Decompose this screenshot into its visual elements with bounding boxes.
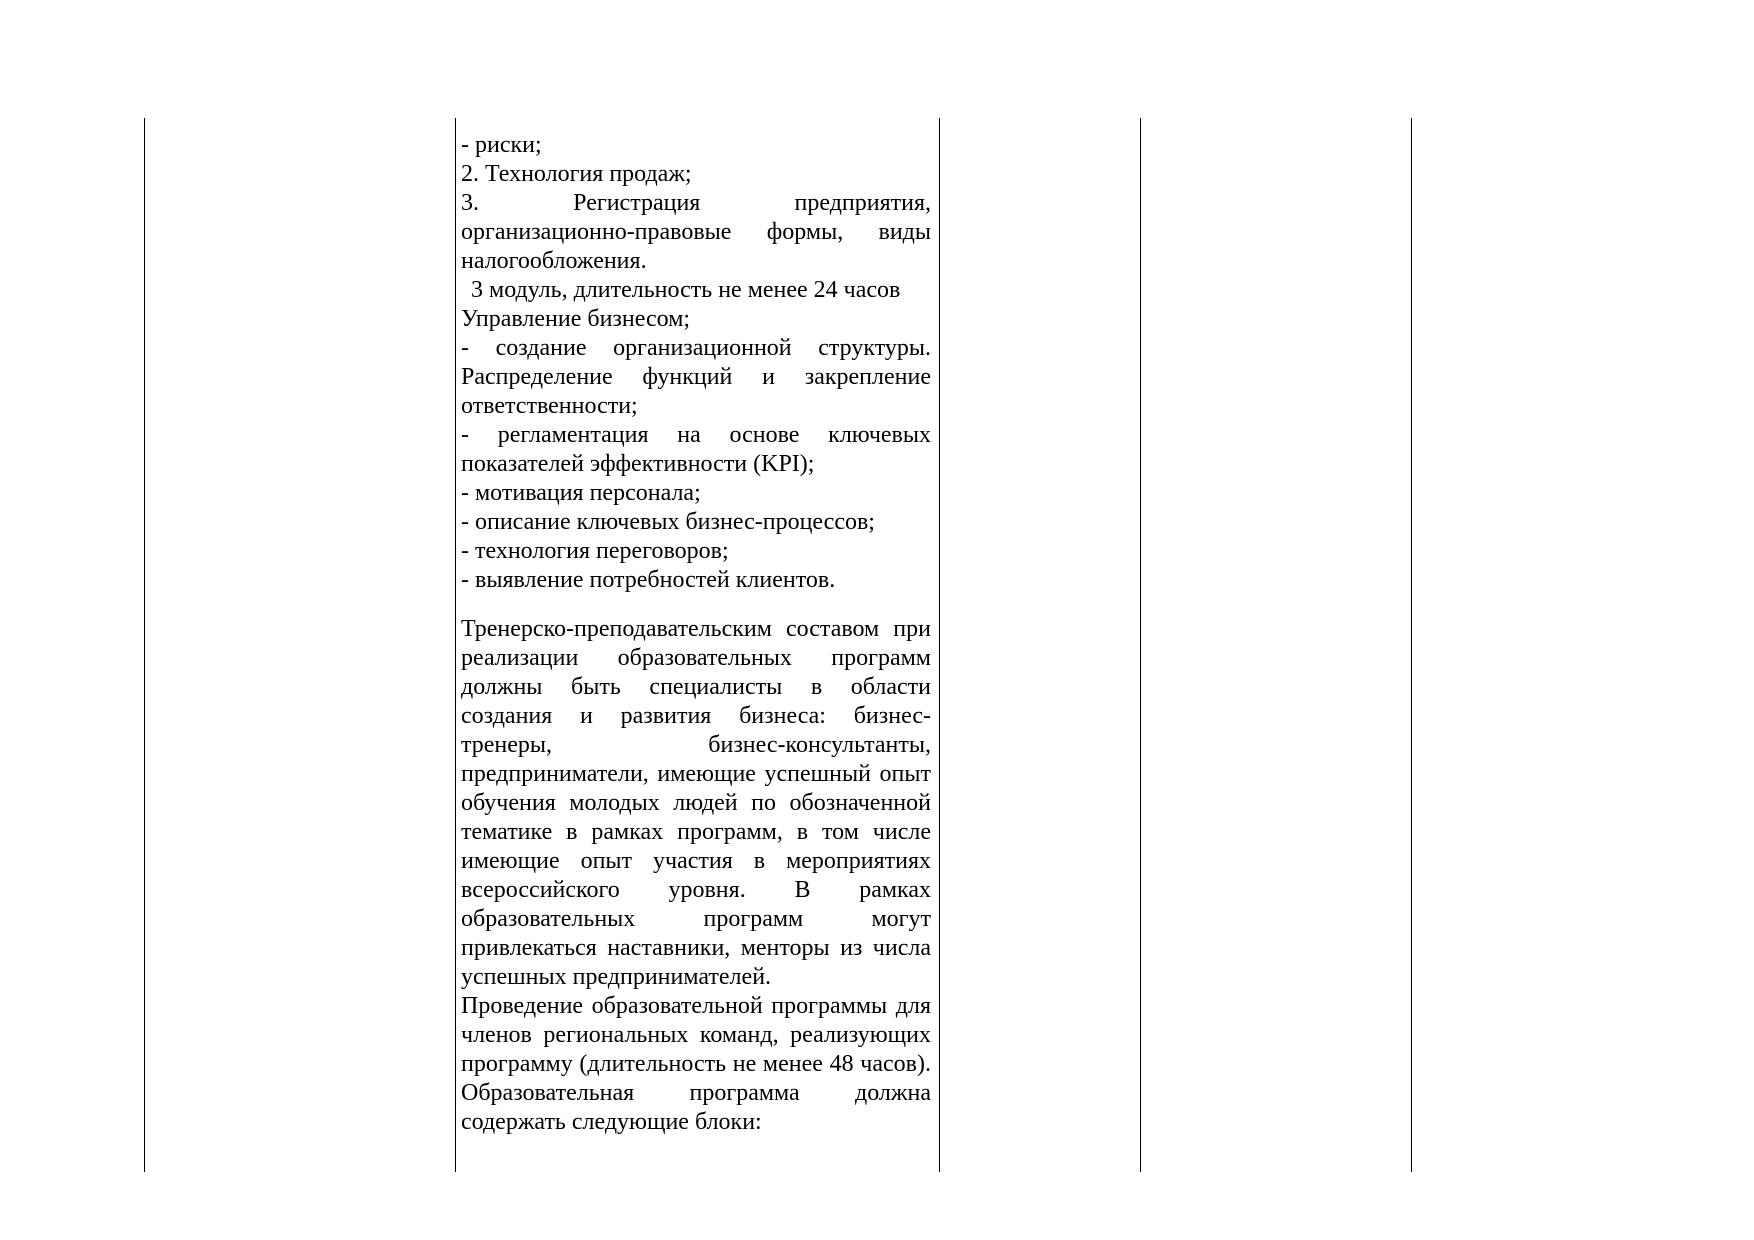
list-item: 2. Технология продаж;: [461, 161, 692, 187]
list-item: 3. Регистрация предприятия, организационно-правовые формы, виды налогообложения.: [461, 190, 931, 274]
list-item: - создание организационной структуры. Распределение функций и закрепление ответственности;: [461, 335, 931, 419]
paragraph-trainers: Тренерско-преподавательским составом при реализации образовательных программ должны быть специалисты в области создания и развития бизнеса: бизнес-тренеры, бизнес-консультанты, предприниматели, имеющие успешный опыт обучения молодых людей по обозначенной тематике в рамках программ, в том числе имеющие опыт участия в мероприятиях всероссийского уровня. В рамках образовательных программ могут привлекаться наставники, менторы из числа успешных предпринимателей.: [461, 616, 931, 990]
module-title: Управление бизнесом;: [461, 306, 691, 332]
list-item: - регламентация на основе ключевых показателей эффективности (KPI);: [461, 422, 931, 477]
table-column-divider-3: [1140, 118, 1141, 1172]
table-border-left: [144, 118, 145, 1172]
list-item: - мотивация персонала;: [461, 480, 701, 506]
table-column-divider-2: [939, 118, 940, 1172]
module-heading: 3 модуль, длительность не менее 24 часов: [471, 277, 901, 303]
table-column-divider-1: [455, 118, 456, 1172]
list-item: - выявление потребностей клиентов.: [461, 567, 836, 593]
table-cell-content: [461, 131, 931, 1137]
paragraph-program: Проведение образовательной программы для членов региональных команд, реализующих программу (длительность не менее 48 часов). Образовательная программа должна содержать следующие блоки:: [461, 993, 931, 1135]
list-item: - описание ключевых бизнес-процессов;: [461, 509, 875, 535]
list-item: - технология переговоров;: [461, 538, 729, 564]
table-border-right: [1411, 118, 1412, 1172]
list-item: - риски;: [461, 132, 542, 158]
